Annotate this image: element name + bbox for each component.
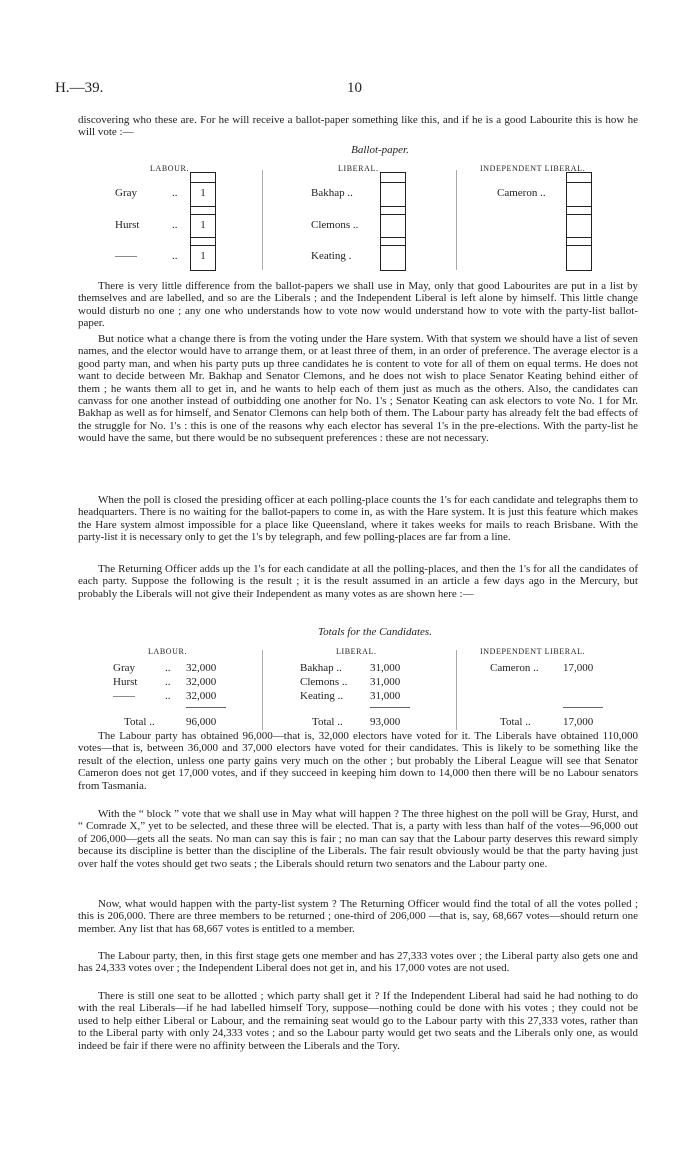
totals-labour-dots: ..: [165, 690, 171, 702]
totals-divider-1: [262, 650, 263, 730]
totals-labour-total-label: Total ..: [124, 716, 155, 728]
ballot-dots-hurst: ..: [172, 219, 178, 231]
page-reference: H.—39.: [55, 80, 104, 96]
ballot-box-line: [191, 206, 215, 207]
paragraph-4: When the poll is closed the presiding officer at each polling-place counts the 1's for each candidate and telegraphs them to headquarters. There is no waiting for the ballot-papers to come in, as with the Hare system. It is just this feature which makes the Hare system almost impossible for a place like Queensland, where it takes weeks for mails to reach Brisbane. With the party-list it is necessary only to get the 1's by telegraph, and few polling-places are far from a line.: [78, 494, 638, 544]
totals-labour-value: 32,000: [186, 676, 217, 688]
ballot-box-line: [567, 214, 591, 215]
ballot-divider-2: [456, 170, 457, 270]
paragraph-6: The Labour party has obtained 96,000—that is, 32,000 electors have voted for it. The Liberals have obtained 110,000 votes—that is, between 36,000 and 37,000 electors have voted for their candidates. This is likely to be something like the result of the election, unless one party gains very much on the other ; but probably the Liberal League will see that Senator Cameron does not get 17,000 votes, and if they succeed in keeping him down to 14,000 then there will be no Labour senators from Tasmania.: [78, 730, 638, 792]
totals-liberal-name: Keating ..: [300, 690, 344, 702]
ballot-box-line: [381, 214, 405, 215]
ballot-name-keating: Keating .: [311, 250, 352, 262]
totals-labour-dots: ..: [165, 676, 171, 688]
ballot-dots-gray: ..: [172, 187, 178, 199]
ballot-box-line: [567, 237, 591, 238]
ballot-labour-head: LABOUR.: [150, 164, 190, 173]
ballot-divider-1: [262, 170, 263, 270]
ballot-box-line: [381, 245, 405, 246]
totals-independent-head: INDEPENDENT LIBERAL.: [480, 647, 586, 656]
ballot-vote-comrade-x: 1: [200, 250, 206, 262]
ballot-box-line: [567, 245, 591, 246]
totals-divider-2: [456, 650, 457, 730]
ballot-box-line: [191, 182, 215, 183]
totals-labour-name: Gray: [113, 662, 135, 674]
ballot-vote-hurst: 1: [200, 219, 206, 231]
totals-independent-name: Cameron ..: [490, 662, 539, 674]
totals-labour-total: 96,000: [186, 716, 217, 728]
totals-liberal-name: Clemons ..: [300, 676, 348, 688]
ballot-liberal-boxes: [380, 172, 406, 271]
paragraph-7: With the “ block ” vote that we shall use in May what will happen ? The three highest on the poll will be Gray, Hurst, and “ Comrade X,” yet to be selected, and these three will be elected. That is, a party with less than half of the votes—96,000 out of 206,000—gets all the seats. No man can say this is fair ; no man can say that the Labour party deserves this reward simply because its discipline is better than the discipline of the Liberals. The fair result obviously would be that the party having just over half the votes should get two seats ; the Liberals should return two senators and the Labour party one.: [78, 808, 638, 870]
totals-independent-value: 17,000: [563, 662, 594, 674]
totals-liberal-head: LIBERAL.: [336, 647, 377, 656]
totals-independent-total-label: Total ..: [500, 716, 531, 728]
ballot-name-comrade-x: ——: [115, 250, 137, 262]
ballot-box-line: [567, 182, 591, 183]
ballot-labour-boxes: [190, 172, 216, 271]
totals-labour-name: Hurst: [113, 676, 138, 688]
totals-labour-dots: ..: [165, 662, 171, 674]
ballot-caption: Ballot-paper.: [351, 144, 409, 156]
totals-independent-total: 17,000: [563, 716, 594, 728]
paragraph-2: There is very little difference from the ballot-papers we shall use in May, only that good Labourites are put in a list by themselves and are labelled, and so are the Liberals ; and the Independent Liberal is left alone by himself. This little change would disturb no one ; any one who understands how to vote now would understand how to vote with the party-list ballot-paper.: [78, 280, 638, 330]
ballot-liberal-head: LIBERAL.: [338, 164, 379, 173]
paragraph-3: But notice what a change there is from the voting under the Hare system. With that system we should have a list of seven names, and the elector would have to arrange them, or at least three of them, in an order of preference. The average elector is a good party man, and when his party puts up three candidates he is content to vote for all of them on equal terms. He does not want to decide between Mr. Bakhap and Senator Clemons, and he does not wish to place Senator Keating behind either of them ; he wants them all to get in, and he wants to help each of them just as much as the others. Also, the candidates can canvass for one another instead of outbidding one another for No. 1's ; Senator Keating can ask electors to vote No. 1 for Mr. Bakhap as well as for himself, and Senator Clemons can help both of them. The Labour party has already felt the bad effects of the struggle for No. 1's : this is one of the reasons why each elector has several 1's in the pre-elections. With the party-list he would have the same, but there would be no subsequent preferences : these are not necessary.: [78, 333, 638, 445]
ballot-vote-gray: 1: [200, 187, 206, 199]
totals-caption: Totals for the Candidates.: [318, 626, 432, 638]
paragraph-9: The Labour party, then, in this first stage gets one member and has 27,333 votes over ; the Liberal party also gets one and has 24,333 votes over ; the Independent Liberal does not get in, and his 17,000 votes are not used.: [78, 950, 638, 975]
ballot-name-bakhap: Bakhap ..: [311, 187, 353, 199]
totals-independent-rule: [563, 707, 603, 708]
ballot-box-line: [191, 214, 215, 215]
ballot-independent-head: INDEPENDENT LIBERAL.: [480, 164, 586, 173]
ballot-box-line: [381, 182, 405, 183]
totals-labour-value: 32,000: [186, 662, 217, 674]
ballot-name-cameron: Cameron ..: [497, 187, 546, 199]
totals-liberal-total-label: Total ..: [312, 716, 343, 728]
ballot-box-line: [191, 237, 215, 238]
page-number: 10: [347, 80, 362, 96]
ballot-name-hurst: Hurst: [115, 219, 140, 231]
totals-liberal-value: 31,000: [370, 676, 401, 688]
totals-labour-name: ——: [113, 690, 135, 702]
paragraph-10: There is still one seat to be allotted ; which party shall get it ? If the Independent Liberal had said he had nothing to do with the real Liberals—if he had labelled himself Tory, suppose—nothing could be done with his votes ; they could not be used to help either Liberal or Labour, and the remaining seat would go to the Labour party with this 27,333 votes, rather than to the Liberal party with only 24,333 votes ; and so the Labour party would get two seats and the Liberals only one, as would indeed be fair if there were no affinity between the Liberals and the Tory.: [78, 990, 638, 1052]
totals-liberal-total: 93,000: [370, 716, 401, 728]
paragraph-5: The Returning Officer adds up the 1's for each candidate at all the polling-places, and then the 1's for all the candidates of each party. Suppose the following is the result ; it is the result assumed in an article a few days ago in the Mercury, but probably the Liberals will not give their Independent as many votes as are shown here :—: [78, 563, 638, 600]
ballot-name-clemons: Clemons ..: [311, 219, 359, 231]
ballot-dots-comrade-x: ..: [172, 250, 178, 262]
ballot-name-gray: Gray: [115, 187, 137, 199]
ballot-box-line: [567, 206, 591, 207]
totals-liberal-value: 31,000: [370, 690, 401, 702]
ballot-box-line: [381, 237, 405, 238]
ballot-box-line: [381, 206, 405, 207]
totals-labour-rule: [186, 707, 226, 708]
totals-labour-value: 32,000: [186, 690, 217, 702]
ballot-box-line: [191, 245, 215, 246]
totals-labour-head: LABOUR.: [148, 647, 188, 656]
totals-liberal-rule: [370, 707, 410, 708]
paragraph-8: Now, what would happen with the party-list system ? The Returning Officer would find the total of all the votes polled ; this is 206,000. There are three members to be returned ; one-third of 206,000 —that is, say, 68,667 votes—should return one member. Any list that has 68,667 votes is entitled to a member.: [78, 898, 638, 935]
page-header: [55, 80, 640, 100]
totals-liberal-name: Bakhap ..: [300, 662, 342, 674]
totals-liberal-value: 31,000: [370, 662, 401, 674]
paragraph-1: discovering who these are. For he will receive a ballot-paper something like this, and if he is a good Labourite this is how he will vote :—: [78, 114, 638, 139]
ballot-independent-boxes: [566, 172, 592, 271]
